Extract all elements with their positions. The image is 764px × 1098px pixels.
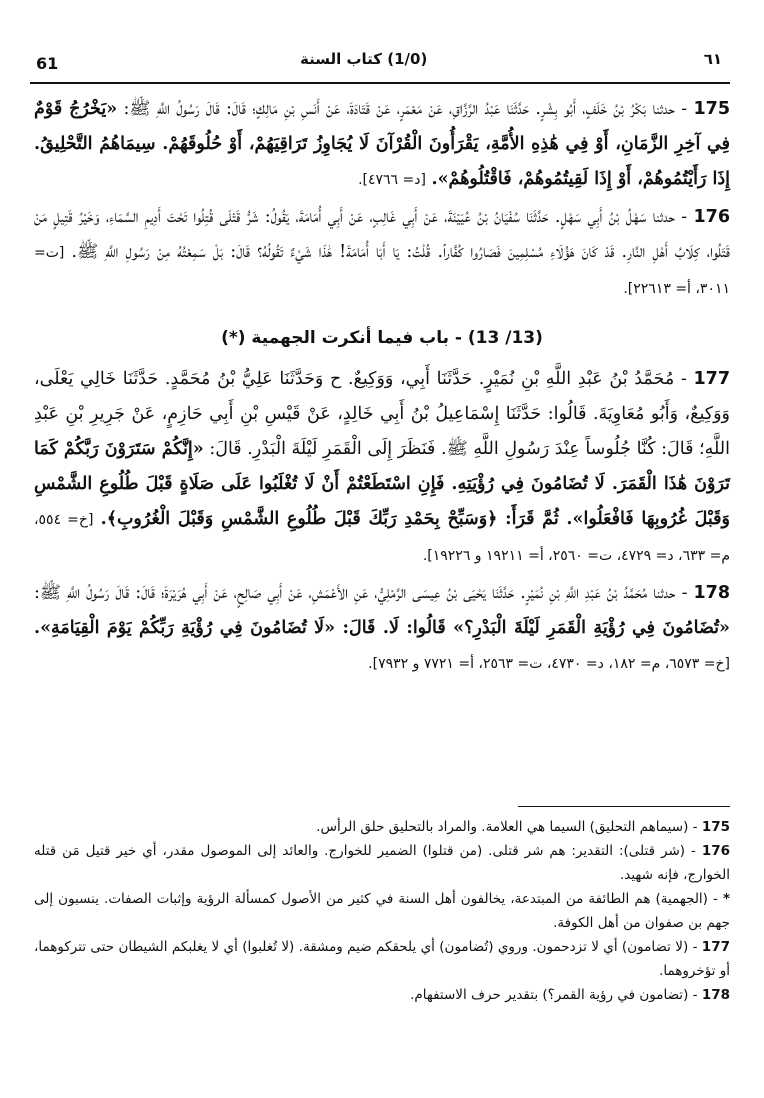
hadith-reference: [ت= ٣٠١١، أ= ٢٢٦١٣]. [34, 245, 730, 297]
hadith-matn: «إِنَّكُمْ سَتَرَوْنَ رَبَّكُمْ كَمَا تَرَوْنَ هَٰذَا الْقَمَرَ. لَا تُضَامُونَ فِي رُؤْيَتِهِ. فَإِنِ اسْتَطَعْتُمْ أَنْ لَا تُغْلَبُوا عَلَى صَلَاةٍ قَبْلَ طُلُوعِ الشَّمْسِ وَقَبْلَ غُرُوبِهَا فَافْعَلُوا». ثُمَّ قَرَأَ: ﴿وَسَبِّحْ بِحَمْدِ رَبِّكَ قَبْلَ طُلُوعِ الشَّمْسِ وَقَبْلَ الْغُرُوبِ﴾. [34, 439, 730, 529]
hadith-number: 176 [693, 207, 730, 227]
hadith-text: حدثنا سَهْلُ بْنُ أَبِي سَهْلٍ. حَدَّثَنَا سُفْيَانُ بْنُ عُيَيْنَةَ، عَنْ أَبِي غَالِبٍ، عَنْ أَبِي أُمَامَةَ، يَقُولُ: شَرُّ قَتْلَى قُتِلُوا تَحْتَ أَدِيمِ السَّمَاءِ، وَخَيْرُ قَتِيلٍ مَنْ قَتَلُوا، كِلَابُ أَهْلِ النَّارِ. قَدْ كَانَ هَؤُلَاءِ مُسْلِمِينَ فَصَارُوا كُفَّاراً. قُلْتُ: يَا أَبَا أُمَامَةَ! هَٰذَا شَيْءٌ تَقُولُهُ؟ قَالَ: بَلْ سَمِعْتُهُ مِنْ رَسُولِ اللَّهِ ﷺ. [34, 207, 730, 262]
chapter-heading: (13/ 13) - باب فيما أنكرت الجهمية (*) [221, 328, 543, 348]
hadith-reference: [خ= ٥٥٤، م= ٦٣٣، د= ٤٧٢٩، ت= ٢٥٦٠، أ= ١٩٢١١ و ١٩٢٢٦]. [34, 512, 730, 564]
hadith-175: 175 - حدثنا بَكْرُ بْنُ خَلَفٍ، أَبُو بِشْرٍ. حَدَّثَنَا عَبْدُ الرَّزَّاقِ، عَنْ مَعْمَرٍ، عَنْ قَتَادَةَ، عَنْ أَنَسِ بْنِ مَالِكٍ؛ قَالَ: قَالَ رَسُولُ اللَّهِ ﷺ: «يَخْرُجُ قَوْمٌ فِي آخِرِ الزَّمَانِ، أَوْ فِي هَٰذِهِ الأُمَّةِ، يَقْرَأُونَ الْقُرْآنَ لَا يُجَاوِزُ تَرَاقِيَهُمْ، أَوْ حُلُوقَهُمْ. سِيمَاهُمُ التَّحْلِيقُ. إِذَا رَأَيْتُمُوهُمْ، أَوْ إِذَا لَقِيتُمُوهُمْ، فَاقْتُلُوهُمْ». [د= ٤٧٦٦]. [34, 99, 731, 189]
footnote-text: (شر قتلى): التقدير: هم شر قتلى. (من قتلوا) الضمير للخوارج. والعائد إلى الموصول مقدر، أي خير قتيل مَن قتله الخوارج، فإنه شهيد. [34, 843, 730, 883]
footnote-176: 176 - (شر قتلى): التقدير: هم شر قتلى. (من قتلوا) الضمير للخوارج. والعائد إلى الموصول مقدر، أي خير قتيل مَن قتله الخوارج، فإنه شهيد. [34, 843, 730, 883]
hadith-text: حدثنا مُحَمَّدُ بْنُ عَبْدِ اللَّهِ بْنِ نُمَيْرٍ. حَدَّثَنَا يَحْيَى بْنُ عِيسَى الرَّمْلِيُّ، عَنِ الأَعْمَشِ، عَنْ أَبِي صَالِحٍ، عَنْ أَبِي هُرَيْرَةَ؛ قَالَ: قَالَ رَسُولُ اللَّهِ ﷺ: [34, 583, 676, 603]
footnotes [34, 815, 730, 1007]
footnote-jahmiyya: * - (الجهمية) هم الطائفة من المبتدعة، يخالفون أهل السنة في كثير من الأصول كمسألة الرؤية وإثبات الصفات. ينسبون إلى جهم بن صفوان من أهل الكوفة. [34, 891, 730, 931]
hadith-number: 175 [693, 99, 731, 119]
hadith-number: 178 [693, 583, 730, 603]
footnote-text: (سيماهم التحليق) السيما هي العلامة. والمراد بالتحليق حلق الرأس. [316, 819, 689, 835]
header-divider [30, 82, 730, 84]
footnote-number: 177 [701, 939, 730, 955]
footnote-177: 177 - (لا تضامون) أي لا تزدحمون. وروي (تُضامون) أي يلحقكم ضيم ومشقة. (لا تُغلبوا) أي لا يغلبكم الشيطان حتى تتركوهما، أو تؤخروهما. [34, 939, 730, 979]
main-text [34, 92, 730, 684]
hadith-text: حدثنا بَكْرُ بْنُ خَلَفٍ، أَبُو بِشْرٍ. حَدَّثَنَا عَبْدُ الرَّزَّاقِ، عَنْ مَعْمَرٍ، عَنْ قَتَادَةَ، عَنْ أَنَسِ بْنِ مَالِكٍ؛ قَالَ: قَالَ رَسُولُ اللَّهِ ﷺ: [123, 99, 675, 119]
hadith-reference: [خ= ٦٥٧٣، م= ١٨٢، د= ٤٧٣٠، ت= ٢٥٦٣، أ= ٧٧٢١ و ٧٩٣٢]. [368, 656, 730, 672]
page-header [30, 48, 730, 78]
hadith-176: 176 - حدثنا سَهْلُ بْنُ أَبِي سَهْلٍ. حَدَّثَنَا سُفْيَانُ بْنُ عُيَيْنَةَ، عَنْ أَبِي غَالِبٍ، عَنْ أَبِي أُمَامَةَ، يَقُولُ: شَرُّ قَتْلَى قُتِلُوا تَحْتَ أَدِيمِ السَّمَاءِ، وَخَيْرُ قَتِيلٍ مَنْ قَتَلُوا، كِلَابُ أَهْلِ النَّارِ. قَدْ كَانَ هَؤُلَاءِ مُسْلِمِينَ فَصَارُوا كُفَّاراً. قُلْتُ: يَا أَبَا أُمَامَةَ! هَٰذَا شَيْءٌ تَقُولُهُ؟ قَالَ: بَلْ سَمِعْتُهُ مِنْ رَسُولِ اللَّهِ ﷺ. [ت= ٣٠١١، أ= ٢٢٦١٣]. [34, 207, 730, 297]
book-title: (1/0) كتاب السنة [300, 50, 428, 68]
footnote-178: 178 - (تضامون في رؤية القمر؟) بتقدير حرف الاستفهام. [410, 987, 730, 1003]
page-number-arabic: ٦١ [703, 50, 722, 68]
footnote-number: 175 [701, 819, 730, 835]
hadith-177: 177 - مُحَمَّدُ بْنُ عَبْدِ اللَّهِ بْنِ نُمَيْرٍ. حَدَّثَنَا أَبِي، وَوَكِيعٌ. ح وَحَدَّثَنَا عَلِيُّ بْنُ مُحَمَّدٍ. حَدَّثَنَا خَالِي يَعْلَى، وَوَكِيعٌ، وَأَبُو مُعَاوِيَةَ. قَالُوا: حَدَّثَنَا إِسْمَاعِيلُ بْنُ أَبِي خَالِدٍ، عَنْ قَيْسِ بْنِ أَبِي حَازِمٍ، عَنْ جَرِيرِ بْنِ عَبْدِ اللَّهِ؛ قَالَ: كُنَّا جُلُوساً عِنْدَ رَسُولِ اللَّهِ ﷺ. فَنَظَرَ إِلَى الْقَمَرِ لَيْلَةَ الْبَدْرِ. قَالَ: «إِنَّكُمْ سَتَرَوْنَ رَبَّكُمْ كَمَا تَرَوْنَ هَٰذَا الْقَمَرَ. لَا تُضَامُونَ فِي رُؤْيَتِهِ. فَإِنِ اسْتَطَعْتُمْ أَنْ لَا تُغْلَبُوا عَلَى صَلَاةٍ قَبْلَ طُلُوعِ الشَّمْسِ وَقَبْلَ غُرُوبِهَا فَافْعَلُوا». ثُمَّ قَرَأَ: ﴿وَسَبِّحْ بِحَمْدِ رَبِّكَ قَبْلَ طُلُوعِ الشَّمْسِ وَقَبْلَ الْغُرُوبِ﴾. [خ= ٥٥٤، م= ٦٣٣، د= ٤٧٢٩، ت= ٢٥٦٠، أ= ١٩٢١١ و ١٩٢٢٦]. [34, 369, 731, 564]
page-number-latin: 61 [36, 54, 59, 73]
hadith-reference: [د= ٤٧٦٦]. [358, 172, 426, 188]
footnote-text: (الجهمية) هم الطائفة من المبتدعة، يخالفون أهل السنة في كثير من الأصول كمسألة الرؤية وإثبات الصفات. ينسبون إلى جهم بن صفوان من أهل الكوفة. [34, 891, 730, 931]
footnote-number: 176 [701, 843, 730, 859]
hadith-matn: «يَخْرُجُ قَوْمٌ فِي آخِرِ الزَّمَانِ، أَوْ فِي هَٰذِهِ الأُمَّةِ، يَقْرَأُونَ الْقُرْآنَ لَا يُجَاوِزُ تَرَاقِيَهُمْ، أَوْ حُلُوقَهُمْ. سِيمَاهُمُ التَّحْلِيقُ. إِذَا رَأَيْتُمُوهُمْ، أَوْ إِذَا لَقِيتُمُوهُمْ، فَاقْتُلُوهُمْ». [34, 99, 730, 189]
footnote-number: 178 [701, 987, 730, 1003]
hadith-number: 177 [693, 369, 731, 389]
hadith-text: مُحَمَّدُ بْنُ عَبْدِ اللَّهِ بْنِ نُمَيْرٍ. حَدَّثَنَا أَبِي، وَوَكِيعٌ. ح وَحَدَّثَنَا عَلِيُّ بْنُ مُحَمَّدٍ. حَدَّثَنَا خَالِي يَعْلَى، وَوَكِيعٌ، وَأَبُو مُعَاوِيَةَ. قَالُوا: حَدَّثَنَا إِسْمَاعِيلُ بْنُ أَبِي خَالِدٍ، عَنْ قَيْسِ بْنِ أَبِي حَازِمٍ، عَنْ جَرِيرِ بْنِ عَبْدِ اللَّهِ؛ قَالَ: كُنَّا جُلُوساً عِنْدَ رَسُولِ اللَّهِ ﷺ. فَنَظَرَ إِلَى الْقَمَرِ لَيْلَةَ الْبَدْرِ. قَالَ: [34, 369, 730, 459]
footnote-divider [518, 806, 730, 807]
hadith-matn: «تُضَامُونَ فِي رُؤْيَةِ الْقَمَرِ لَيْلَةَ الْبَدْرِ؟» قَالُوا: لَا. قَالَ: «لَا تُضَامُونَ فِي رُؤْيَةِ رَبِّكُمْ يَوْمَ الْقِيَامَةِ». [34, 618, 730, 638]
footnote-175: 175 - (سيماهم التحليق) السيما هي العلامة. والمراد بالتحليق حلق الرأس. [316, 819, 730, 835]
hadith-178: 178 - حدثنا مُحَمَّدُ بْنُ عَبْدِ اللَّهِ بْنِ نُمَيْرٍ. حَدَّثَنَا يَحْيَى بْنُ عِيسَى الرَّمْلِيُّ، عَنِ الأَعْمَشِ، عَنْ أَبِي صَالِحٍ، عَنْ أَبِي هُرَيْرَةَ؛ قَالَ: قَالَ رَسُولُ اللَّهِ ﷺ: «تُضَامُونَ فِي رُؤْيَةِ الْقَمَرِ لَيْلَةَ الْبَدْرِ؟» قَالُوا: لَا. قَالَ: «لَا تُضَامُونَ فِي رُؤْيَةِ رَبِّكُمْ يَوْمَ الْقِيَامَةِ». [خ= ٦٥٧٣، م= ١٨٢، د= ٤٧٣٠، ت= ٢٥٦٣، أ= ٧٧٢١ و ٧٩٣٢]. [34, 583, 730, 672]
footnote-number: * [722, 891, 730, 907]
footnote-text: (لا تضامون) أي لا تزدحمون. وروي (تُضامون) أي يلحقكم ضيم ومشقة. (لا تُغلبوا) أي لا يغلبكم الشيطان حتى تتركوهما، أو تؤخروهما. [34, 939, 730, 979]
footnote-text: (تضامون في رؤية القمر؟) بتقدير حرف الاستفهام. [410, 987, 689, 1003]
